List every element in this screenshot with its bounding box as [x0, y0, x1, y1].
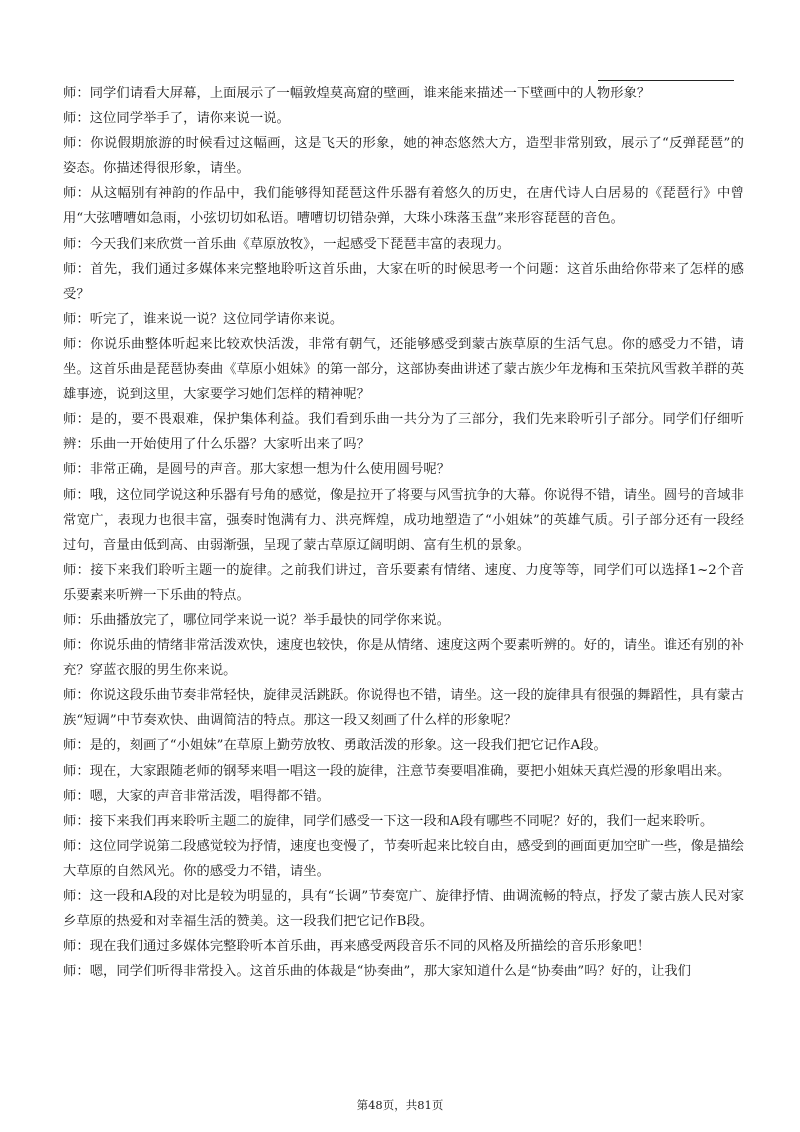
paragraph: 师：是的，要不畏艰难，保护集体利益。我们看到乐曲一共分为了三部分，我们先来聆听引子部分。同学们仔细听辨：乐曲一开始使用了什么乐器？大家听出来了吗？: [63, 412, 744, 453]
paragraph: 师：从这幅别有神韵的作品中，我们能够得知琵琶这件乐器有着悠久的历史，在唐代诗人白居易的《琵琶行》中曾用“大弦嘈嘈如急雨，小弦切切如私语。嘈嘈切切错杂弹，大珠小珠落玉盘”来形容琵琶的音色。: [63, 186, 744, 227]
paragraph: 师：是的，刻画了“小姐妹”在草原上勤劳放牧、勇敢活泼的形象。这一段我们把它记作A段。: [63, 738, 607, 754]
paragraph: 师：嗯，同学们听得非常投入。这首乐曲的体裁是“协奏曲”，那大家知道什么是“协奏曲”吗？好的，让我们: [63, 964, 691, 980]
paragraph: 师：你说乐曲整体听起来比较欢快活泼，非常有朝气，还能够感受到蒙古族草原的生活气息。你的感受力不错，请坐。这首乐曲是琵琶协奏曲《草原小姐妹》的第一部分，这部协奏曲讲述了蒙古族少年龙梅和玉荣抗风雪救羊群的英雄事迹，说到这里，大家要学习她们怎样的精神呢？: [63, 336, 744, 403]
document-body: [63, 81, 744, 984]
paragraph: 师：首先，我们通过多媒体来完整地聆听这首乐曲，大家在听的时候思考一个问题：这首乐曲给你带来了怎样的感受？: [63, 261, 744, 302]
paragraph: 师：哦，这位同学说这种乐器有号角的感觉，像是拉开了将要与风雪抗争的大幕。你说得不错，请坐。圆号的音域非常宽广，表现力也很丰富，强奏时饱满有力、洪亮辉煌，成功地塑造了“小姐妹”的英雄气质。引子部分还有一段经过句，音量由低到高、由弱渐强，呈现了蒙古草原辽阔明朗、富有生机的景象。: [63, 487, 744, 553]
paragraph: 师：非常正确，是圆号的声音。那大家想一想为什么使用圆号呢？: [63, 462, 451, 478]
page-number-footer: 第48页，共81页: [356, 1098, 444, 1112]
paragraph: 师：这位同学举手了，请你来说一说。: [63, 111, 290, 127]
paragraph: 师：你说这段乐曲节奏非常轻快，旋律灵活跳跃。你说得也不错，请坐。这一段的旋律具有很强的舞蹈性，具有蒙古族“短调”中节奏欢快、曲调简洁的特点。那这一段又刻画了什么样的形象呢？: [63, 688, 744, 729]
paragraph: 师：接下来我们再来聆听主题二的旋律，同学们感受一下这一段和A段有哪些不同呢？好的，我们一起来聆听。: [63, 813, 714, 829]
paragraph: 师：这一段和A段的对比是较为明显的，具有“长调”节奏宽广、旋律抒情、曲调流畅的特点，抒发了蒙古族人民对家乡草原的热爱和对幸福生活的赞美。这一段我们把它记作B段。: [63, 889, 744, 930]
paragraph: 师：嗯，大家的声音非常活泼，唱得都不错。: [63, 788, 330, 804]
paragraph: 师：你说假期旅游的时候看过这幅画，这是飞天的形象，她的神态悠然大方，造型非常别致，展示了“反弹琵琶”的姿态。你描述得很形象，请坐。: [63, 136, 744, 177]
paragraph: 师：这位同学说第二段感觉较为抒情，速度也变慢了，节奏听起来比较自由，感受到的画面更加空旷一些，像是描绘大草原的自然风光。你的感受力不错，请坐。: [63, 838, 744, 879]
paragraph: 师：乐曲播放完了，哪位同学来说一说？举手最快的同学你来说。: [63, 612, 451, 628]
paragraph: 师：你说乐曲的情绪非常活泼欢快，速度也较快，你是从情绪、速度这两个要素听辨的。好的，请坐。谁还有别的补充？穿蓝衣服的男生你来说。: [63, 638, 744, 679]
paragraph: 师：接下来我们聆听主题一的旋律。之前我们讲过，音乐要素有情绪、速度、力度等等，同学们可以选择1~2个音乐要素来听辨一下乐曲的特点。: [63, 562, 744, 603]
paragraph: 师：现在，大家跟随老师的钢琴来唱一唱这一段的旋律，注意节奏要唱准确，要把小姐妹天真烂漫的形象唱出来。: [63, 763, 731, 779]
paragraph: 师：听完了，谁来说一说？这位同学请你来说。: [63, 311, 344, 327]
paragraph: 师：同学们请看大屏幕，上面展示了一幅敦煌莫高窟的壁画，谁来能来描述一下壁画中的人物形象？: [63, 86, 651, 101]
paragraph: 师：现在我们通过多媒体完整聆听本首乐曲，再来感受两段音乐不同的风格及所描绘的音乐形象吧！: [63, 939, 651, 955]
paragraph: 师：今天我们来欣赏一首乐曲《草原放牧》，一起感受下琵琶丰富的表现力。: [63, 236, 511, 252]
